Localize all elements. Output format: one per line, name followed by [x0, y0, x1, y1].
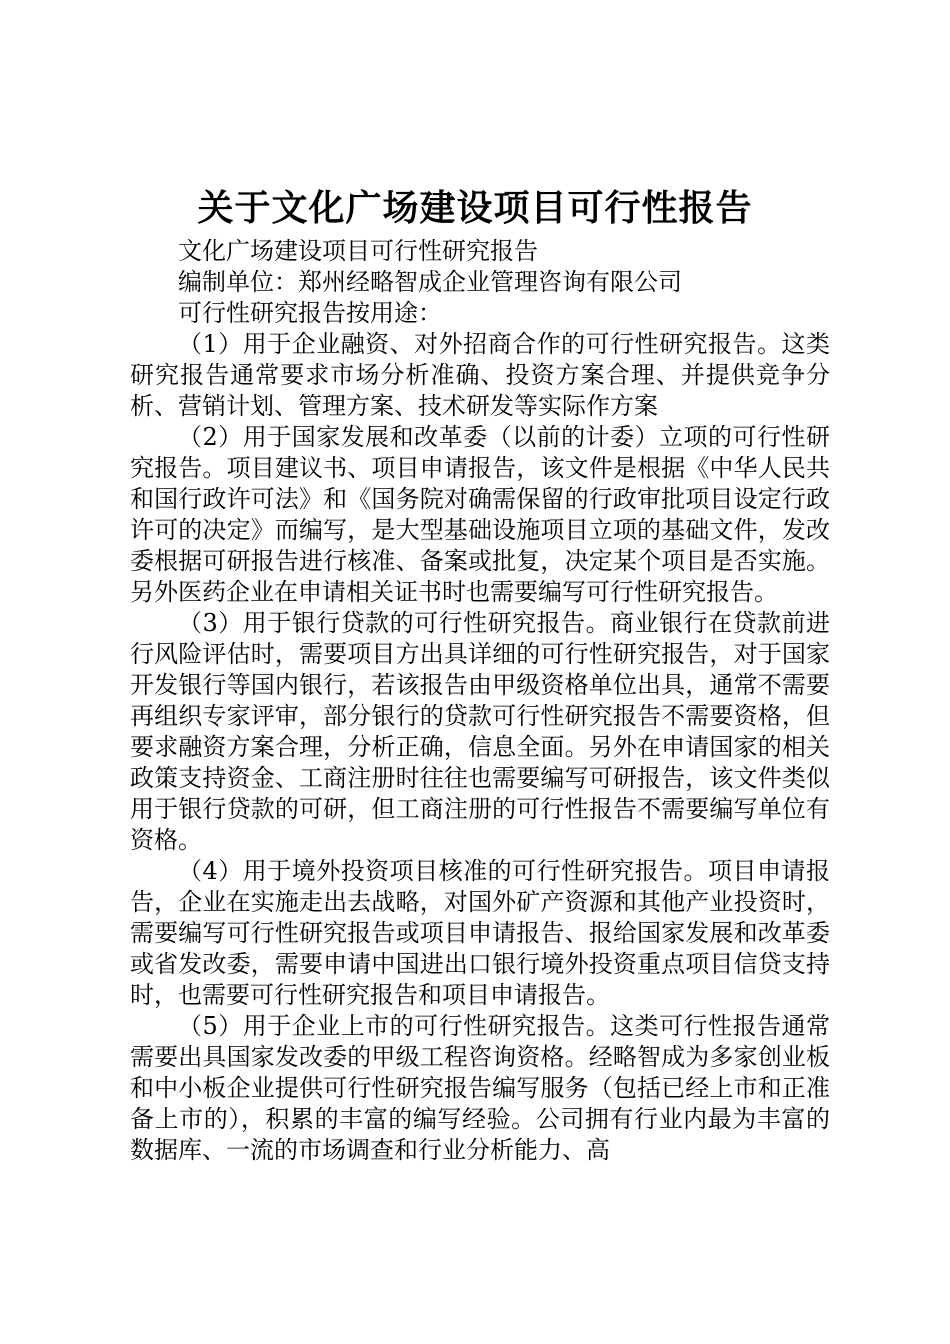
paragraph-usage-heading: 可行性研究报告按用途：	[178, 299, 442, 327]
paragraph-item-4: （4）用于境外投资项目核准的可行性研究报告。项目申请报告，企业在实施走出去战略，对国外矿产资源和其他产业投资时，需要编写可行性研究报告或项目申请报告、报给国家发展和改革委或省发改委，需要申请中国进出口银行境外投资重点项目信贷支持时，也需要可行性研究报告和项目申请报告。	[130, 857, 830, 1009]
document-title: 关于文化广场建设项目可行性报告	[197, 187, 753, 229]
paragraph-subtitle: 文化广场建设项目可行性研究报告	[178, 237, 538, 265]
document-body	[130, 236, 830, 1166]
paragraph-item-5: （5）用于企业上市的可行性研究报告。这类可行性报告通常需要出具国家发改委的甲级工程咨询资格。经略智成为多家创业板和中小板企业提供可行性研究报告编写服务（包括已经上市和正准备上市的），积累的丰富的编写经验。公司拥有行业内最为丰富的数据库、一流的市场调查和行业分析能力、高	[130, 1012, 830, 1164]
paragraph-item-1: （1）用于企业融资、对外招商合作的可行性研究报告。这类研究报告通常要求市场分析准确、投资方案合理、并提供竞争分析、营销计划、管理方案、技术研发等实际作方案	[130, 330, 830, 420]
paragraph-item-3: （3）用于银行贷款的可行性研究报告。商业银行在贷款前进行风险评估时，需要项目方出具详细的可行性研究报告，对于国家开发银行等国内银行，若该报告由甲级资格单位出具，通常不需要再组织专家评审，部分银行的贷款可行性研究报告不需要资格，但要求融资方案合理，分析正确，信息全面。另外在申请国家的相关政策支持资金、工商注册时往往也需要编写可研报告，该文件类似用于银行贷款的可研，但工商注册的可行性报告不需要编写单位有资格。	[130, 609, 830, 854]
paragraph-item-2: （2）用于国家发展和改革委（以前的计委）立项的可行性研究报告。项目建议书、项目申请报告，该文件是根据《中华人民共和国行政许可法》和《国务院对确需保留的行政审批项目设定行政许可的决定》而编写，是大型基础设施项目立项的基础文件，发改委根据可研报告进行核准、备案或批复，决定某个项目是否实施。另外医药企业在申请相关证书时也需要编写可行性研究报告。	[130, 423, 830, 606]
paragraph-author: 编制单位：郑州经略智成企业管理咨询有限公司	[178, 268, 682, 296]
